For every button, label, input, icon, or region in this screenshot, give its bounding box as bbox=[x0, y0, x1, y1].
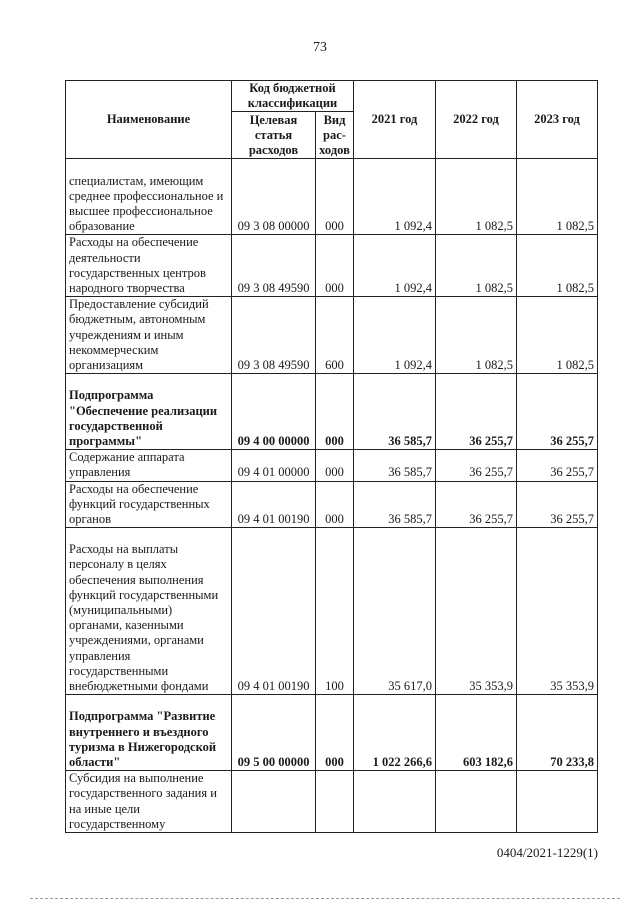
row-name: Расходы на обеспечение функций государственных органов bbox=[66, 481, 232, 528]
row-value-2021: 35 617,0 bbox=[354, 528, 436, 695]
row-name: Содержание аппарата управления bbox=[66, 450, 232, 481]
row-value-2021: 36 585,7 bbox=[354, 481, 436, 528]
row-expense-type: 000 bbox=[316, 695, 354, 771]
row-expense-type: 600 bbox=[316, 297, 354, 374]
header-2023: 2023 год bbox=[517, 81, 598, 159]
table-row bbox=[66, 695, 598, 771]
row-value-2023: 35 353,9 bbox=[517, 528, 598, 695]
row-value-2023: 70 233,8 bbox=[517, 695, 598, 771]
row-value-2022: 1 082,5 bbox=[436, 297, 517, 374]
row-value-2021: 36 585,7 bbox=[354, 450, 436, 481]
row-value-2021 bbox=[354, 771, 436, 833]
header-2021: 2021 год bbox=[354, 81, 436, 159]
header-budget-code: Код бюджетной классификации bbox=[232, 81, 354, 112]
row-target-code: 09 4 01 00190 bbox=[232, 481, 316, 528]
table-row bbox=[66, 159, 598, 235]
row-value-2022: 603 182,6 bbox=[436, 695, 517, 771]
row-expense-type bbox=[316, 771, 354, 833]
row-name: Субсидия на выполнение государственного задания и на иные цели государственному bbox=[66, 771, 232, 833]
table-body bbox=[66, 159, 598, 833]
row-expense-type: 000 bbox=[316, 159, 354, 235]
header-2022: 2022 год bbox=[436, 81, 517, 159]
row-name: Расходы на обеспечение деятельности государственных центров народного творчества bbox=[66, 235, 232, 297]
row-value-2021: 1 092,4 bbox=[354, 159, 436, 235]
row-value-2023: 1 082,5 bbox=[517, 297, 598, 374]
row-target-code bbox=[232, 771, 316, 833]
row-value-2023: 36 255,7 bbox=[517, 450, 598, 481]
row-expense-type: 000 bbox=[316, 235, 354, 297]
row-target-code: 09 4 01 00000 bbox=[232, 450, 316, 481]
row-target-code: 09 3 08 49590 bbox=[232, 297, 316, 374]
table-row bbox=[66, 481, 598, 528]
row-expense-type: 100 bbox=[316, 528, 354, 695]
row-expense-type: 000 bbox=[316, 481, 354, 528]
row-name: специалистам, имеющим среднее профессиональное и высшее профессиональное образование bbox=[66, 159, 232, 235]
row-target-code: 09 3 08 00000 bbox=[232, 159, 316, 235]
table-row bbox=[66, 771, 598, 833]
table-row bbox=[66, 450, 598, 481]
row-expense-type: 000 bbox=[316, 374, 354, 450]
row-target-code: 09 5 00 00000 bbox=[232, 695, 316, 771]
row-expense-type: 000 bbox=[316, 450, 354, 481]
header-name: Наименование bbox=[66, 81, 232, 159]
page-number: 73 bbox=[313, 40, 327, 55]
row-value-2021: 1 092,4 bbox=[354, 235, 436, 297]
row-value-2023: 1 082,5 bbox=[517, 235, 598, 297]
row-target-code: 09 3 08 49590 bbox=[232, 235, 316, 297]
row-value-2023: 36 255,7 bbox=[517, 481, 598, 528]
row-value-2022: 1 082,5 bbox=[436, 235, 517, 297]
row-name: Подпрограмма "Развитие внутреннего и въездного туризма в Нижегородской области" bbox=[66, 695, 232, 771]
row-target-code: 09 4 01 00190 bbox=[232, 528, 316, 695]
table-row bbox=[66, 235, 598, 297]
row-value-2022: 36 255,7 bbox=[436, 374, 517, 450]
document-code: 0404/2021-1229(1) bbox=[496, 845, 598, 860]
row-value-2022: 1 082,5 bbox=[436, 159, 517, 235]
budget-table bbox=[65, 80, 598, 833]
table-row bbox=[66, 297, 598, 374]
header-target-item: Целевая статья расходов bbox=[232, 112, 316, 159]
row-value-2023: 36 255,7 bbox=[517, 374, 598, 450]
row-value-2021: 36 585,7 bbox=[354, 374, 436, 450]
scan-edge-line bbox=[30, 898, 620, 899]
row-value-2022: 35 353,9 bbox=[436, 528, 517, 695]
row-value-2023 bbox=[517, 771, 598, 833]
row-name: Подпрограмма "Обеспечение реализации государственной программы" bbox=[66, 374, 232, 450]
row-value-2022: 36 255,7 bbox=[436, 481, 517, 528]
row-target-code: 09 4 00 00000 bbox=[232, 374, 316, 450]
row-name: Предоставление субсидий бюджетным, автономным учреждениям и иным некоммерческим организациям bbox=[66, 297, 232, 374]
row-value-2022: 36 255,7 bbox=[436, 450, 517, 481]
table-row bbox=[66, 374, 598, 450]
header-expense-type: Вид рас-ходов bbox=[316, 112, 354, 159]
row-value-2021: 1 022 266,6 bbox=[354, 695, 436, 771]
row-value-2023: 1 082,5 bbox=[517, 159, 598, 235]
row-value-2021: 1 092,4 bbox=[354, 297, 436, 374]
row-value-2022 bbox=[436, 771, 517, 833]
row-name: Расходы на выплаты персоналу в целях обеспечения выполнения функций государственными (муниципальными) органами, казенными учреждениями, органами управления государственными внебюджетными фондами bbox=[66, 528, 232, 695]
table-row bbox=[66, 528, 598, 695]
